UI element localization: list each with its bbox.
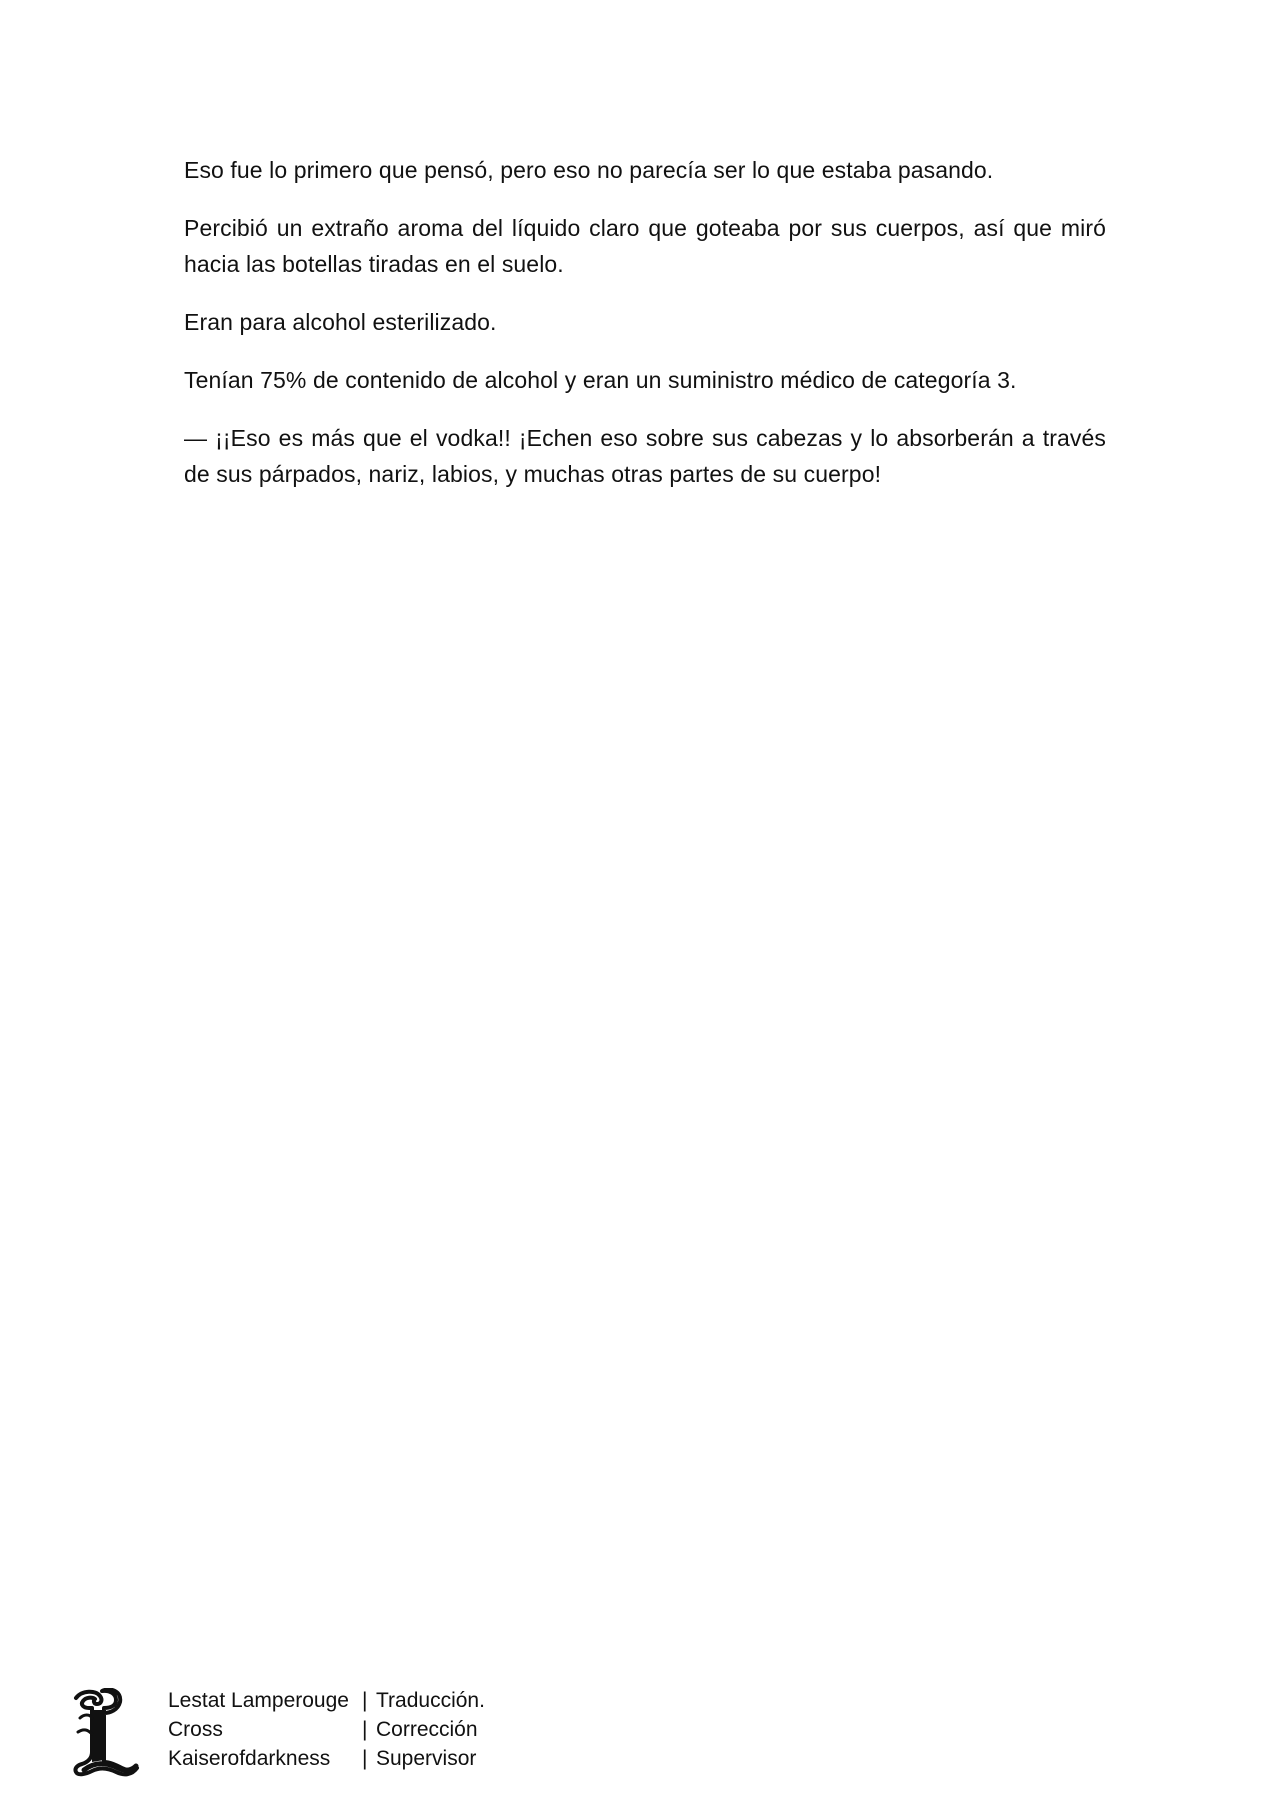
paragraph-1: Eso fue lo primero que pensó, pero eso no parecía ser lo que estaba pasando. — [184, 157, 994, 183]
credits-footer — [70, 1686, 590, 1786]
credit-row-supervisor — [168, 1744, 588, 1773]
document-body — [184, 152, 1106, 514]
credit-separator: | — [362, 1747, 368, 1770]
credit-separator: | — [362, 1718, 368, 1741]
paragraph-5: — ¡¡Eso es más que el vodka!! ¡Echen eso sobre sus cabezas y lo absorberán a través de sus párpados, nariz, labios, y muchas otras partes de su cuerpo! — [184, 425, 1106, 487]
gothic-l-logo-icon — [70, 1688, 140, 1778]
credit-row-correction — [168, 1715, 588, 1744]
paragraph-4: Tenían 75% de contenido de alcohol y eran un suministro médico de categoría 3. — [184, 367, 1017, 393]
credit-name: Cross — [168, 1718, 223, 1741]
credit-name: Kaiserofdarkness — [168, 1747, 331, 1770]
credit-role: Supervisor — [376, 1747, 477, 1770]
credits-list — [168, 1686, 588, 1773]
credit-role: Traducción. — [376, 1689, 485, 1712]
credit-name: Lestat Lamperouge — [168, 1689, 349, 1712]
paragraph-2: Percibió un extraño aroma del líquido claro que goteaba por sus cuerpos, así que miró hacia las botellas tiradas en el suelo. — [184, 215, 1106, 277]
credit-role: Corrección — [376, 1718, 478, 1741]
credit-row-translation — [168, 1686, 588, 1715]
paragraph-3: Eran para alcohol esterilizado. — [184, 309, 497, 335]
credit-separator: | — [362, 1689, 368, 1712]
